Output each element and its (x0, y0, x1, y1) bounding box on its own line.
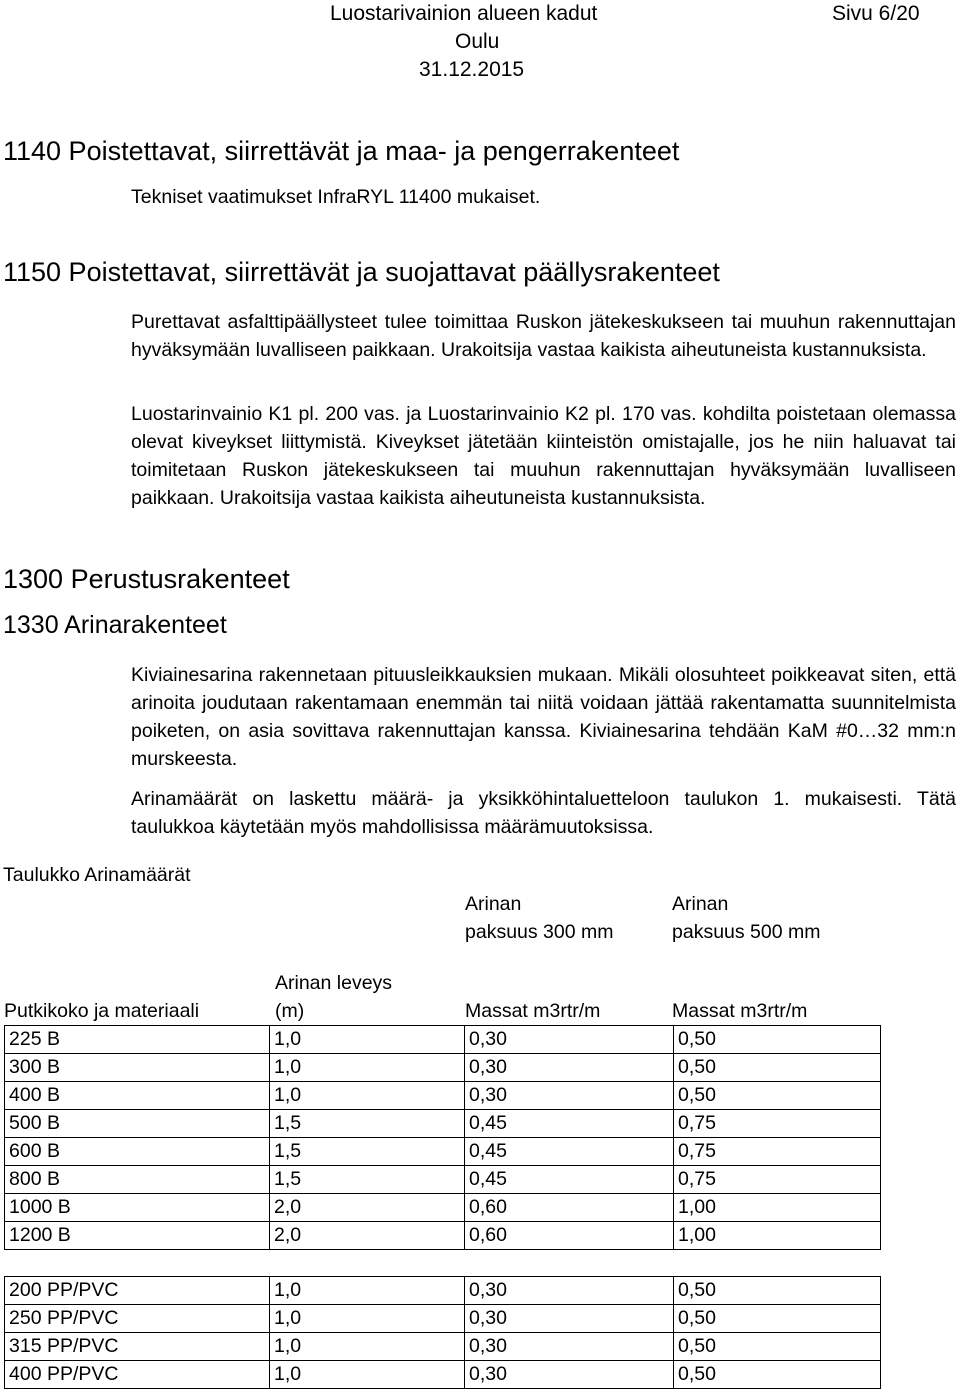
cell-pipe: 500 B (5, 1110, 270, 1138)
cell-mass-500: 1,00 (674, 1194, 881, 1222)
cell-width: 1,0 (270, 1305, 465, 1333)
cell-mass-300: 0,45 (465, 1110, 674, 1138)
text-1140: Tekniset vaatimukset InfraRYL 11400 mukaiset. (131, 186, 541, 208)
cell-mass-300: 0,45 (465, 1166, 674, 1194)
cell-mass-300: 0,60 (465, 1222, 674, 1250)
table-spacer-row (5, 1250, 881, 1277)
spacer-cell (270, 1250, 465, 1277)
col2-header-line1: Arinan leveys (275, 972, 393, 994)
arina-quantity-table (4, 1025, 881, 1389)
page-number: Sivu 6/20 (832, 2, 920, 25)
cell-mass-300: 0,30 (465, 1082, 674, 1110)
header-date: 31.12.2015 (419, 58, 525, 81)
col4-top-header-line2: paksuus 500 mm (672, 921, 821, 943)
cell-pipe: 300 B (5, 1054, 270, 1082)
table-row (5, 1138, 881, 1166)
spacer-cell (465, 1250, 674, 1277)
cell-mass-300: 0,30 (465, 1305, 674, 1333)
table-row (5, 1082, 881, 1110)
cell-pipe: 1000 B (5, 1194, 270, 1222)
cell-mass-500: 0,75 (674, 1110, 881, 1138)
table-caption: Taulukko Arinamäärät (3, 864, 191, 886)
cell-width: 2,0 (270, 1222, 465, 1250)
heading-1140: 1140 Poistettavat, siirrettävät ja maa- ja pengerrakenteet (3, 136, 680, 166)
cell-pipe: 200 PP/PVC (5, 1277, 270, 1305)
cell-mass-300: 0,30 (465, 1361, 674, 1389)
table-row (5, 1333, 881, 1361)
cell-width: 1,0 (270, 1082, 465, 1110)
cell-mass-300: 0,30 (465, 1277, 674, 1305)
table-row (5, 1166, 881, 1194)
table-row (5, 1110, 881, 1138)
header-city: Oulu (455, 30, 500, 53)
cell-width: 1,5 (270, 1138, 465, 1166)
cell-mass-500: 0,50 (674, 1361, 881, 1389)
col4-header: Massat m3rtr/m (672, 1000, 808, 1022)
spacer-cell (674, 1250, 881, 1277)
paragraph-1330-quantities: Arinamäärät on laskettu määrä- ja yksikköhintaluetteloon taulukon 1. mukaisesti. Tätä taulukkoa käytetään myös mahdollisissa määrämuutoksissa. (131, 788, 956, 838)
paragraph-1330-gravel-grid: Kiviainesarina rakennetaan pituusleikkauksien mukaan. Mikäli olosuhteet poikkeavat siten, että arinoita joudutaan rakentamaan enemmän tai niitä voidaan jättää rakentamatta suunnitelmista poiketen, on asia sovittava rakennuttajan kanssa. Kiviainesarina tehdään KaM #0…32 mm:n murskeesta. (131, 664, 956, 770)
cell-mass-500: 0,75 (674, 1166, 881, 1194)
col4-top-header-line1: Arinan (672, 893, 729, 915)
heading-1150: 1150 Poistettavat, siirrettävät ja suojattavat päällysrakenteet (3, 257, 720, 287)
cell-mass-300: 0,45 (465, 1138, 674, 1166)
cell-width: 1,0 (270, 1361, 465, 1389)
cell-width: 1,0 (270, 1277, 465, 1305)
cell-mass-300: 0,30 (465, 1333, 674, 1361)
cell-width: 1,0 (270, 1026, 465, 1054)
table-row (5, 1277, 881, 1305)
cell-mass-500: 0,50 (674, 1305, 881, 1333)
cell-mass-300: 0,30 (465, 1054, 674, 1082)
cell-pipe: 400 B (5, 1082, 270, 1110)
cell-width: 1,0 (270, 1333, 465, 1361)
cell-pipe: 1200 B (5, 1222, 270, 1250)
cell-mass-500: 0,50 (674, 1277, 881, 1305)
cell-pipe: 225 B (5, 1026, 270, 1054)
col3-top-header-line2: paksuus 300 mm (465, 921, 614, 943)
col1-header: Putkikoko ja materiaali (4, 1000, 200, 1022)
heading-1300: 1300 Perustusrakenteet (3, 564, 290, 594)
cell-mass-500: 0,75 (674, 1138, 881, 1166)
cell-mass-500: 0,50 (674, 1333, 881, 1361)
cell-mass-500: 0,50 (674, 1082, 881, 1110)
table-row (5, 1222, 881, 1250)
table-row (5, 1194, 881, 1222)
document-title: Luostarivainion alueen kadut (330, 2, 598, 25)
cell-pipe: 800 B (5, 1166, 270, 1194)
cell-width: 1,0 (270, 1054, 465, 1082)
cell-pipe: 600 B (5, 1138, 270, 1166)
cell-pipe: 400 PP/PVC (5, 1361, 270, 1389)
table-row (5, 1054, 881, 1082)
cell-width: 1,5 (270, 1166, 465, 1194)
cell-pipe: 250 PP/PVC (5, 1305, 270, 1333)
cell-mass-500: 0,50 (674, 1054, 881, 1082)
spacer-cell (5, 1250, 270, 1277)
table-row (5, 1305, 881, 1333)
col3-top-header-line1: Arinan (465, 893, 522, 915)
cell-mass-300: 0,60 (465, 1194, 674, 1222)
heading-1330: 1330 Arinarakenteet (3, 611, 227, 639)
cell-mass-500: 0,50 (674, 1026, 881, 1054)
cell-mass-500: 1,00 (674, 1222, 881, 1250)
table-row (5, 1026, 881, 1054)
paragraph-1150-asphalt: Purettavat asfalttipäällysteet tulee toimittaa Ruskon jätekeskukseen tai muuhun rakennuttajan hyväksymään luvalliseen paikkaan. Urakoitsija vastaa kaikista aiheutuneista kustannuksista. (131, 311, 956, 361)
table-row (5, 1361, 881, 1389)
col2-header-line2: (m) (275, 1000, 305, 1022)
col3-header: Massat m3rtr/m (465, 1000, 601, 1022)
cell-mass-300: 0,30 (465, 1026, 674, 1054)
cell-width: 2,0 (270, 1194, 465, 1222)
cell-width: 1,5 (270, 1110, 465, 1138)
paragraph-1150-paving: Luostarinvainio K1 pl. 200 vas. ja Luostarinvainio K2 pl. 170 vas. kohdilta poistetaan olemassa olevat kiveykset liittymistä. Kiveykset jätetään kiinteistön omistajalle, jos he niin haluavat tai toimitetaan Ruskon jätekeskukseen tai muuhun rakennuttajan hyväksymään luvalliseen paikkaan. Urakoitsija vastaa kaikista aiheutuneista kustannuksista. (131, 403, 956, 509)
cell-pipe: 315 PP/PVC (5, 1333, 270, 1361)
